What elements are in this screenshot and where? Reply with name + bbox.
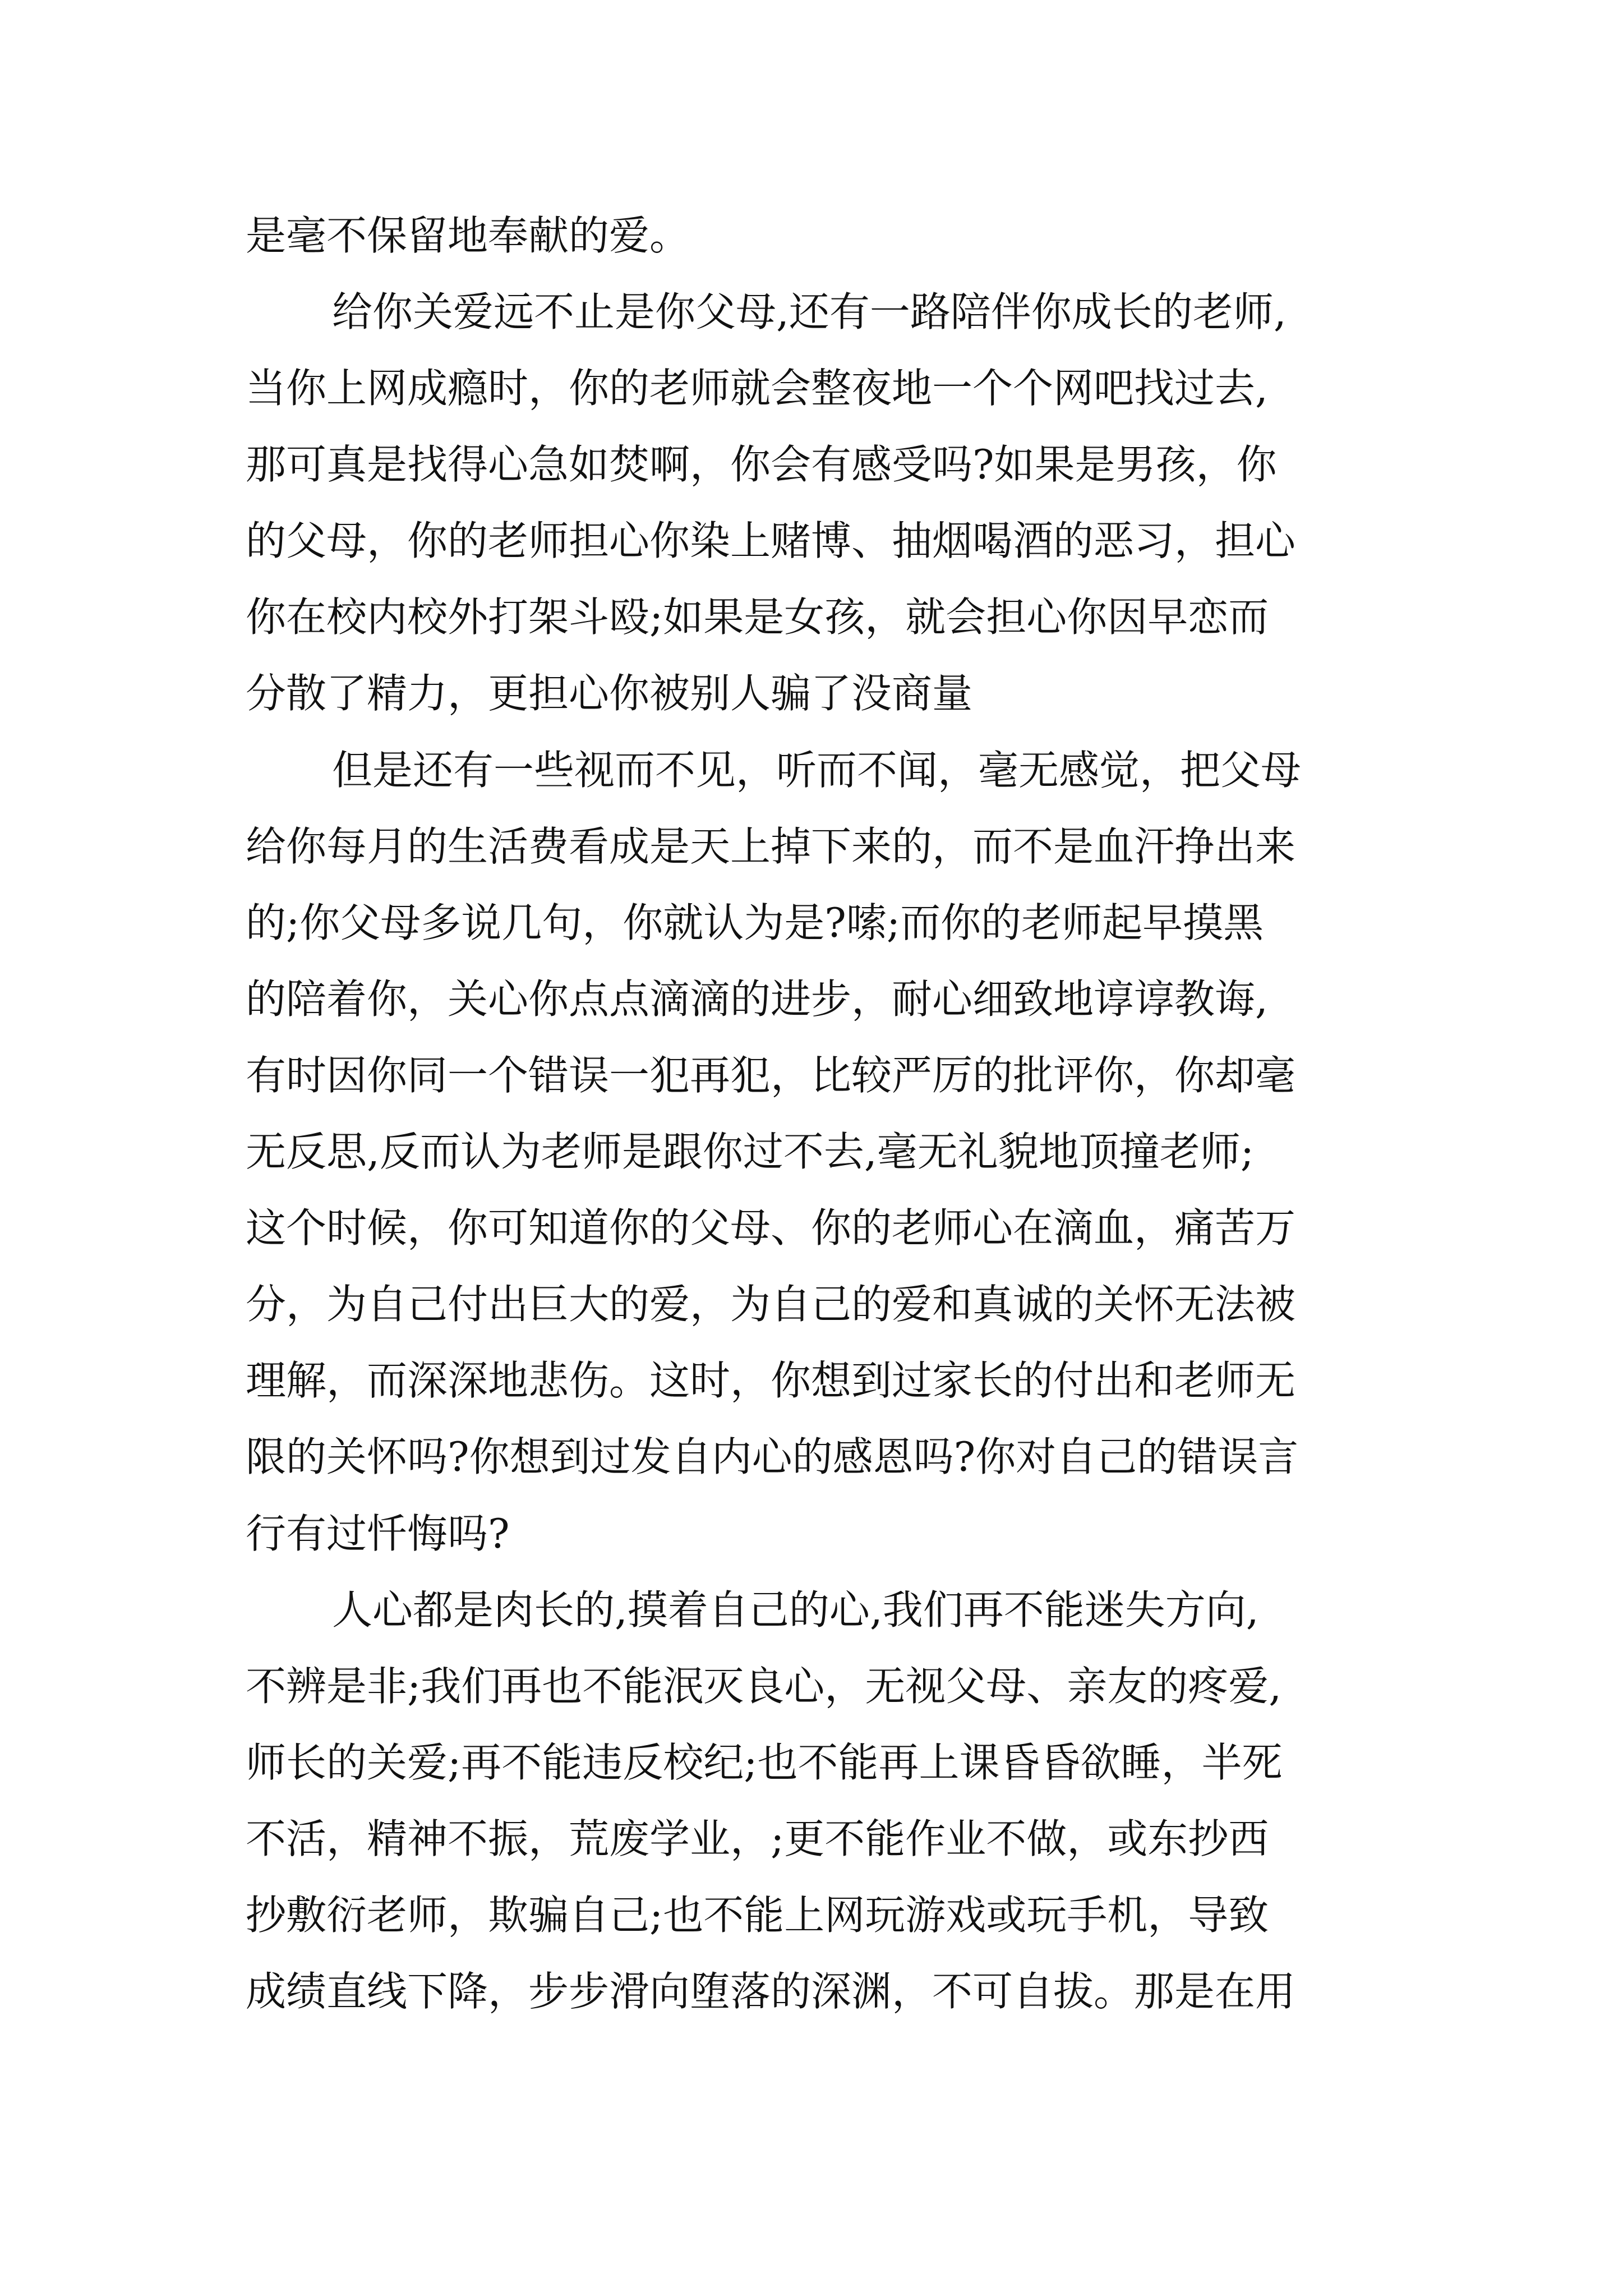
text-line: 师长的关爱;再不能违反校纪;也不能再上课昏昏欲睡，半死 bbox=[246, 1739, 1283, 1786]
text-line: 的父母，你的老师担心你染上赌博、抽烟喝酒的恶习，担心 bbox=[246, 517, 1296, 564]
text-line: 那可真是找得心急如焚啊，你会有感受吗?如果是男孩，你 bbox=[246, 441, 1277, 488]
text-line: 限的关怀吗?你想到过发自内心的感恩吗?你对自己的错误言 bbox=[246, 1433, 1299, 1480]
paragraph-first-line: 给你关爱远不止是你父母,还有一路陪伴你成长的老师, bbox=[332, 288, 1287, 335]
text-line: 有时因你同一个错误一犯再犯，比较严厉的批评你，你却毫 bbox=[246, 1052, 1296, 1099]
text-line: 分，为自己付出巨大的爱，为自己的爱和真诚的关怀无法被 bbox=[246, 1281, 1296, 1328]
text-line: 你在校内校外打架斗殴;如果是女孩，就会担心你因早恋而 bbox=[246, 593, 1269, 641]
text-line: 是毫不保留地奉献的爱。 bbox=[246, 212, 690, 259]
text-line: 理解，而深深地悲伤。这时，你想到过家长的付出和老师无 bbox=[246, 1357, 1296, 1404]
text-line: 这个时候，你可知道你的父母、你的老师心在滴血，痛苦万 bbox=[246, 1204, 1296, 1251]
paragraph-first-line: 但是还有一些视而不见，听而不闻，毫无感觉，把父母 bbox=[332, 747, 1302, 794]
paragraph-first-line: 人心都是肉长的,摸着自己的心,我们再不能迷失方向, bbox=[332, 1586, 1259, 1634]
text-line: 成绩直线下降，步步滑向堕落的深渊，不可自拔。那是在用 bbox=[246, 1968, 1296, 2015]
text-line: 给你每月的生活费看成是天上掉下来的，而不是血汗挣出来 bbox=[246, 823, 1296, 870]
text-line: 的陪着你，关心你点点滴滴的进步，耐心细致地谆谆教诲, bbox=[246, 976, 1268, 1023]
text-line: 抄敷衍老师，欺骗自己;也不能上网玩游戏或玩手机，导致 bbox=[246, 1892, 1269, 1939]
text-line: 的;你父母多说几句，你就认为是?嗦;而你的老师起早摸黑 bbox=[246, 899, 1264, 946]
text-line: 分散了精力，更担心你被别人骗了没商量 bbox=[246, 670, 973, 717]
text-line: 当你上网成瘾时，你的老师就会整夜地一个个网吧找过去, bbox=[246, 365, 1268, 412]
text-line: 不活，精神不振，荒废学业，;更不能作业不做，或东抄西 bbox=[246, 1815, 1269, 1862]
text-line: 无反思,反而认为老师是跟你过不去,毫无礼貌地顶撞老师; bbox=[246, 1128, 1255, 1175]
text-line: 行有过忏悔吗? bbox=[246, 1510, 510, 1557]
text-line: 不辨是非;我们再也不能泯灭良心，无视父母、亲友的疼爱, bbox=[246, 1663, 1282, 1710]
